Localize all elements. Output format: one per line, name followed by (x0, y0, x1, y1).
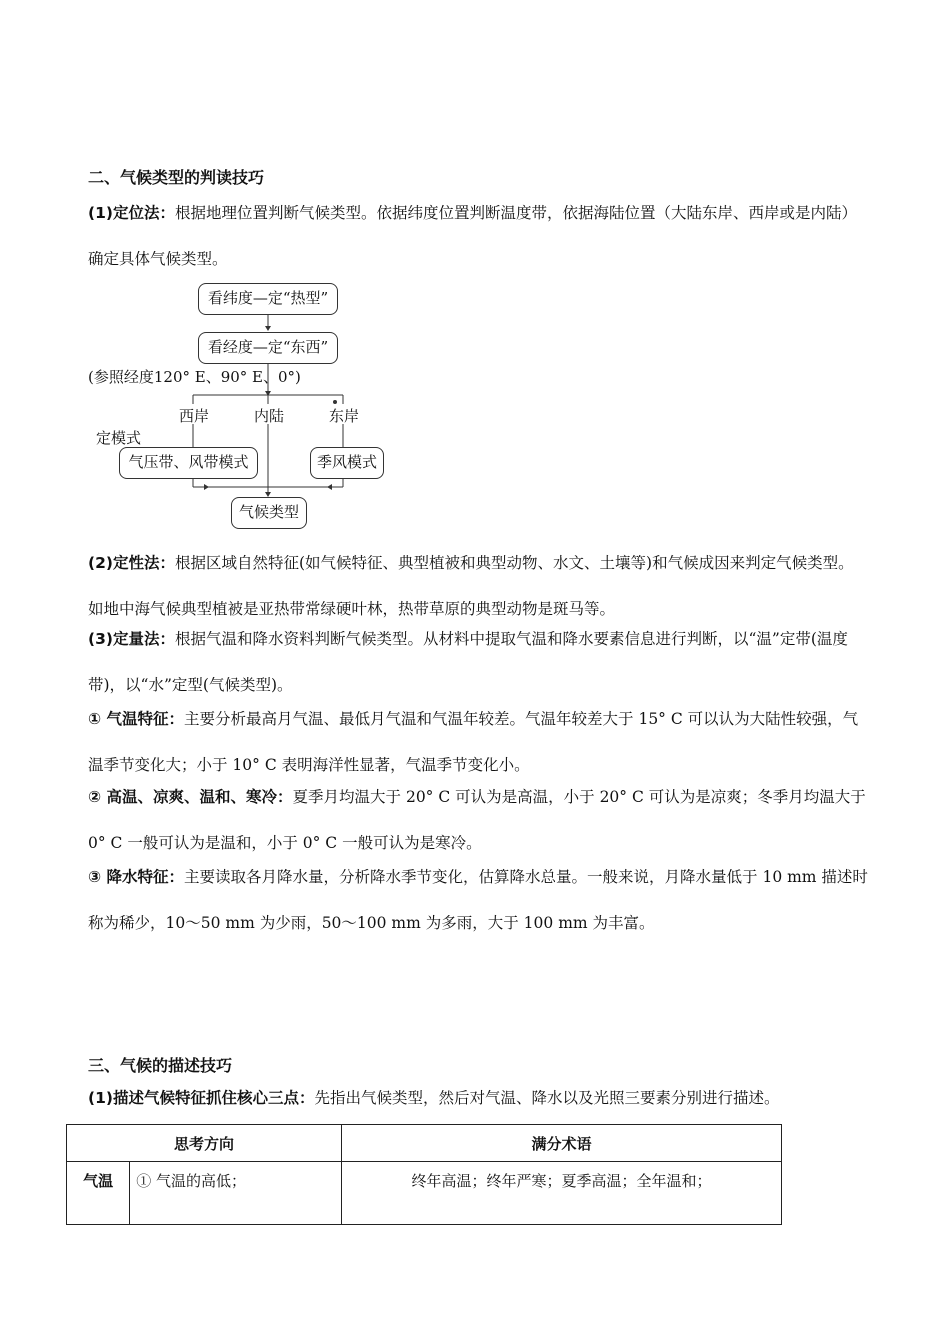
climate-description-table (66, 1124, 782, 1225)
table-header-thinking: 思考方向 (67, 1125, 342, 1162)
table-row (67, 1162, 782, 1225)
paragraph-lead: (3)定量法： (88, 630, 175, 648)
flow-label-inland: 内陆 (254, 407, 285, 425)
paragraph-text: 夏季月均温大于 20° C 可认为是高温，小于 20° C 可认为是凉爽；冬季月均温大于 0° C 一般可认为是温和，小于 0° C 一般可认为是寒冷。 (88, 788, 866, 852)
paragraph-lead: ① 气温特征： (88, 710, 185, 728)
flow-box-latitude: 看纬度—定“热型” (198, 283, 338, 315)
flow-box-longitude: 看经度—定“东西” (198, 332, 338, 364)
paragraph-lead: (1)描述气候特征抓住核心三点： (88, 1089, 315, 1107)
paragraph-lead: ② 高温、凉爽、温和、寒冷： (88, 788, 293, 806)
paragraph-text: 先指出气候类型，然后对气温、降水以及光照三要素分别进行描述。 (314, 1089, 780, 1107)
paragraph-lead: (1)定位法： (88, 204, 175, 222)
paragraph-text: 根据区域自然特征(如气候特征、典型植被和典型动物、水文、土壤等)和气候成因来判定气候类型。如地中海气候典型植被是亚热带常绿硬叶林，热带草原的典型动物是斑马等。 (88, 554, 854, 618)
paragraph-description-core (88, 1076, 868, 1120)
section2-heading: 二、气候类型的判读技巧 (88, 168, 265, 187)
flow-box-monsoon: 季风模式 (310, 447, 384, 479)
paragraph-lead: (2)定性法： (88, 554, 175, 572)
paragraph-text: 主要分析最高月气温、最低月气温和气温年较差。气温年较差大于 15° C 可以认为大陆性较强，气温季节变化大；小于 10° C 表明海洋性显著，气温季节变化小。 (88, 710, 859, 774)
flow-label-east: 东岸 (329, 407, 360, 425)
table-cell-terms: 终年高温；终年严寒；夏季高温；全年温和； (342, 1162, 782, 1225)
paragraph-lead: ③ 降水特征： (88, 868, 185, 886)
section3-heading: 三、气候的描述技巧 (88, 1056, 233, 1075)
table-header-terms: 满分术语 (342, 1125, 782, 1162)
table-row-head-temperature: 气温 (67, 1162, 130, 1225)
flow-box-pressure-wind: 气压带、风带模式 (119, 447, 258, 479)
table-cell-thinking: ① 气温的高低； (130, 1162, 342, 1225)
flow-box-climate-type: 气候类型 (231, 497, 307, 529)
table-header-row (67, 1125, 782, 1162)
flow-reference-longitudes: (参照经度120° E、90° E、0°) (88, 368, 301, 386)
paragraph-text: 主要读取各月降水量，分析降水季节变化，估算降水总量。一般来说，月降水量低于 10 mm 描述时称为稀少，10～50 mm 为少雨，50～100 mm 为多雨，大于 100 mm 为丰富。 (88, 868, 868, 932)
paragraph-temperature-terms (88, 774, 868, 866)
flow-label-mode: 定模式 (96, 429, 142, 447)
paragraph-text: 根据地理位置判断气候类型。依据纬度位置判断温度带，依据海陆位置（大陆东岸、西岸或是内陆）确定具体气候类型。 (88, 204, 857, 268)
paragraph-precipitation-features (88, 854, 868, 946)
paragraph-quantitative-method (88, 616, 868, 708)
flow-label-west: 西岸 (179, 407, 210, 425)
paragraph-text: 根据气温和降水资料判断气候类型。从材料中提取气温和降水要素信息进行判断，以“温”定带(温度带)，以“水”定型(气候类型)。 (88, 630, 848, 694)
